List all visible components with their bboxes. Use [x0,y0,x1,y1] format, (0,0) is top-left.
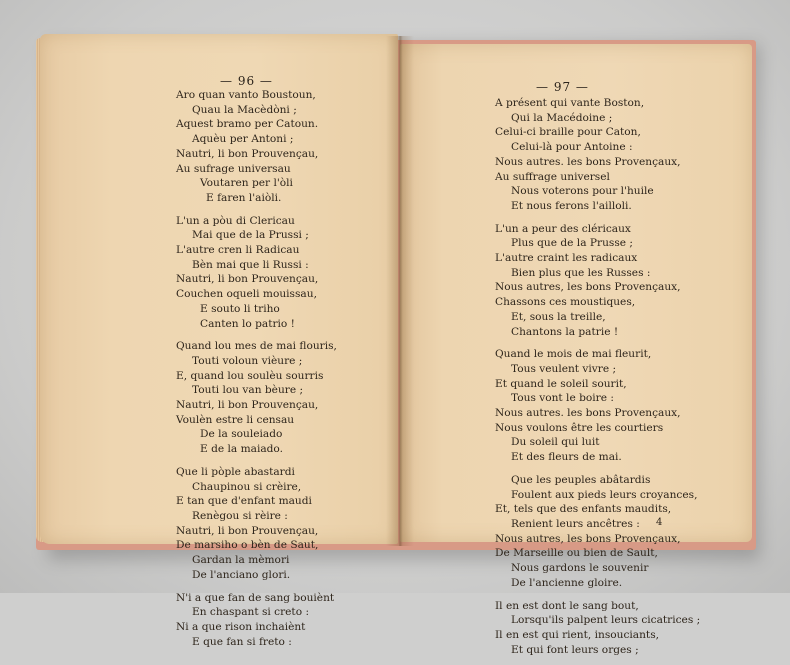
verse-line: Aro quan vanto Boustoun, [176,89,316,101]
verse-line: Et qui font leurs orges ; [511,643,639,656]
verse-line: Chaupinou si crèire, [192,480,302,493]
book-gutter [386,36,414,546]
verse-line: Et quand le soleil sourit, [495,377,627,390]
verse-line: En chaspant si creto : [192,606,310,619]
verse-line: E, quand lou soulèu sourris [176,369,324,382]
stanza [495,347,700,465]
verse-line: N'i a que fan de sang bouiènt [176,591,335,604]
verse-line: A présent qui vante Boston, [495,97,645,109]
verse-line: L'un a pòu di Clericau [176,214,295,227]
verse-line: Nautri, li bon Prouvençau, [176,524,319,537]
verse-line: Nautri, li bon Prouvençau, [176,399,319,412]
verse-line: Et, tels que des enfants maudits, [495,503,672,516]
verse-line: Nautri, li bon Prouvençau, [176,273,319,286]
verse-line: Quand le mois de mai fleurit, [495,348,652,361]
stanza [495,473,700,591]
verse-line: Et, sous la treille, [511,310,606,323]
printer-signature-mark: 4 [656,517,663,528]
verse-line: Nous autres. les bons Provençaux, [495,155,681,168]
verse-line: Qui la Macédoine ; [511,111,613,124]
stanza [495,599,700,658]
right-page-number: — 97 — [536,80,589,94]
right-poem-french [495,96,700,665]
stanza [495,222,700,340]
verse-line: Canten lo patrio ! [200,317,295,330]
verse-line: L'autre cren li Radicau [176,244,300,257]
verse-line: Que les peuples abâtardis [511,473,651,486]
verse-line: Au suffrage universel [495,170,610,183]
verse-line: Quand lou mes de mai flouris, [176,340,337,353]
verse-line: E faren l'aiòli. [206,191,282,204]
verse-line: Nous voterons pour l'huile [511,185,654,198]
verse-line: E que fan si freto : [192,635,292,648]
verse-line: Bien plus que les Russes : [511,266,651,279]
verse-line: L'un a peur des cléricaux [495,222,631,235]
verse-line: Renègou si rèire : [192,509,288,522]
verse-line: Aquèu per Antoni ; [192,133,294,146]
left-page-number: — 96 — [220,74,273,88]
verse-line: De Marseille ou bien de Sault, [495,547,658,560]
verse-line: Tous vont le boire : [511,392,614,405]
verse-line: E de la maiado. [200,443,283,456]
verse-line: De marsiho o bèn de Saut, [176,539,319,552]
verse-line: Du soleil qui luit [511,436,600,449]
verse-line: De l'anciano glori. [192,568,291,581]
verse-line: Tous veulent vivre ; [511,362,617,375]
verse-line: Voutaren per l'òli [200,177,293,190]
verse-line: Il en est dont le sang bout, [495,599,639,612]
verse-line: Bèn mai que li Russi : [192,258,309,271]
verse-line: Et des fleurs de mai. [511,451,622,464]
verse-line: Lorsqu'ils palpent leurs cicatrices ; [511,614,701,627]
stanza [176,88,337,206]
verse-line: Gardan la mèmori [192,554,290,567]
verse-line: De l'ancienne gloire. [511,576,623,589]
verse-line: Chantons la patrie ! [511,325,619,338]
verse-line: L'autre craint les radicaux [495,252,638,265]
verse-line: Quau la Macèdòni ; [192,103,297,116]
verse-line: E tan que d'enfant maudi [176,495,312,508]
stanza [495,96,700,214]
verse-line: Nous gardons le souvenir [511,562,649,575]
verse-line: Nous autres. les bons Provençaux, [495,407,681,420]
verse-line: Couchen oqueli mouissau, [176,288,317,301]
stanza [176,465,337,583]
verse-line: Nous voulons être les courtiers [495,421,664,434]
stanza [176,591,337,650]
verse-line: Et nous ferons l'ailloli. [511,199,632,212]
verse-line: Aquest bramo per Catoun. [176,118,319,131]
verse-line: Il en est qui rient, insouciants, [495,628,659,641]
stanza [176,214,337,332]
left-poem-provencal [176,88,337,657]
verse-line: Ni a que rison inchaiènt [176,620,306,633]
verse-line: Celui-ci braille pour Caton, [495,126,641,139]
verse-line: Celui-là pour Antoine : [511,141,633,154]
verse-line: E souto li triho [200,302,280,315]
verse-line: Foulent aux pieds leurs croyances, [511,488,698,501]
stanza [176,339,337,457]
verse-line: Touti voloun vièure ; [192,354,303,367]
verse-line: Nautri, li bon Prouvençau, [176,147,319,160]
verse-line: Renient leurs ancêtres : [511,517,640,530]
verse-line: Plus que de la Prusse ; [511,237,633,250]
verse-line: Chassons ces moustiques, [495,296,636,309]
verse-line: Que li pòple abastardi [176,465,295,478]
verse-line: De la souleiado [200,428,283,441]
verse-line: Nous autres, les bons Provençaux, [495,532,681,545]
verse-line: Touti lou van bèure ; [192,384,304,397]
verse-line: Voulèn estre li censau [176,413,295,426]
verse-line: Mai que de la Prussi ; [192,229,309,242]
verse-line: Au sufrage universau [176,162,291,175]
verse-line: Nous autres, les bons Provençaux, [495,281,681,294]
